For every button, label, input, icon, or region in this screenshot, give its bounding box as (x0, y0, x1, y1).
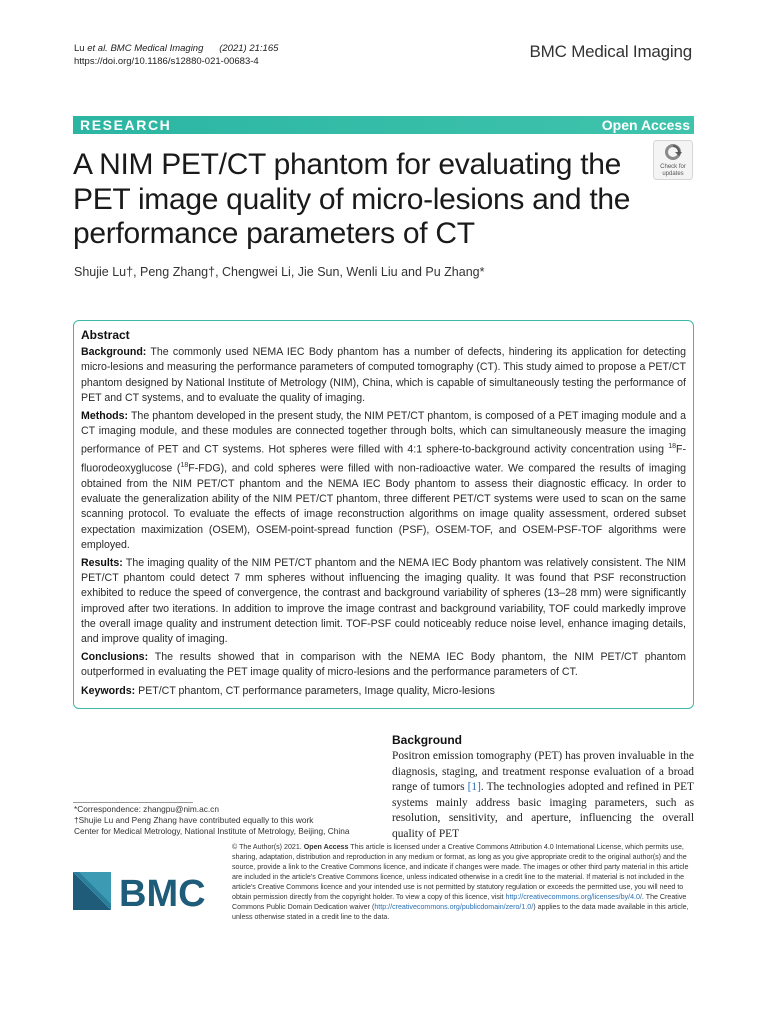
check-for-updates-icon[interactable] (653, 140, 693, 180)
abstract-background (81, 345, 686, 406)
abstract-conclusions (81, 650, 686, 680)
updates-line-1: Check for (660, 164, 686, 170)
abstract-heading: Abstract (81, 328, 130, 342)
citation-year: (2021) 21:165 (219, 43, 279, 54)
correspondence-note: *Correspondence: zhangpu@nim.ac.cn (74, 804, 219, 814)
conclusions-label: Conclusions: (81, 651, 149, 664)
bmc-logo-text: BMC (119, 873, 206, 914)
section-heading-background: Background (392, 733, 463, 747)
abstract-keywords (81, 684, 686, 699)
methods-sup-2: 18 (180, 462, 189, 470)
abstract (81, 328, 686, 702)
abstract-methods (81, 409, 686, 553)
methods-sup-1: 18 (668, 443, 676, 451)
background-label: Background: (81, 346, 147, 359)
license-prefix: © The Author(s) 2021. (232, 843, 302, 851)
abstract-results (81, 556, 686, 647)
footnotes (74, 804, 354, 838)
methods-text-1: The phantom developed in the present study, the NIM PET/CT phantom, is composed of a PET imaging module and a CT imaging module, and these modules are connected together through bolts, which can simultaneously measure the imaging performance of PET and CT systems. Hot spheres were filled with 4:1 sphere-to-background activity concentration using (81, 410, 686, 456)
keywords-text: PET/CT phantom, CT performance parameters, Image quality, Micro-lesions (138, 684, 495, 697)
journal-name: BMC Medical Imaging (529, 42, 692, 61)
equal-contribution-note: †Shujie Lu and Peng Zhang have contributed equally to this work (74, 815, 314, 826)
author-list: Shujie Lu†, Peng Zhang†, Chengwei Li, Jie Sun, Wenli Liu and Pu Zhang* (74, 265, 485, 279)
methods-label: Methods: (81, 410, 129, 423)
reference-link[interactable]: [1] (467, 781, 481, 794)
keywords-label: Keywords: (81, 684, 136, 697)
section-label: RESEARCH (80, 117, 172, 133)
background-text: The commonly used NEMA IEC Body phantom has a number of defects, hindering its application for detecting micro-lesions and measuring the performance parameters of computed tomography (CT). This study aimed to propose a PET/CT phantom designed by National Institute of Metrology (NIM), China, which is capable of simultaneously testing the performance of PET and CT systems, and to evaluate the quality of imaging. (81, 346, 686, 404)
methods-text-2: F-fluorodeoxyglucose ( (81, 443, 686, 475)
background-paragraph (392, 749, 694, 843)
license-link-by[interactable]: http://creativecommons.org/licenses/by/4.0/ (505, 893, 642, 901)
license-open-access: Open Access (303, 843, 349, 851)
citation-journal: et al. BMC Medical Imaging (87, 43, 204, 54)
body-text-1: Positron emission tomography (PET) has proven invaluable in the diagnosis, staging, and treatment response evaluation of a broad range of tumors (392, 750, 694, 794)
doi-link[interactable]: https://doi.org/10.1186/s12880-021-00683-4 (74, 56, 259, 67)
open-access-label: Open Access (601, 117, 690, 133)
license-text (232, 842, 694, 922)
body-text-2: . The technologies adopted and refined in PET systems mainly address basic imaging parameters, such as resolution, sensitivity, and aperture, influencing the overall quality of PET (392, 781, 694, 840)
results-label: Results: (81, 556, 123, 569)
footnote-rule (73, 802, 193, 803)
license-text-2: . The Creative Commons Public Domain Dedication waiver ( (232, 893, 687, 911)
license-text-3: ) applies to the data made available in this article, unless otherwise stated in a credit line to the data. (232, 903, 689, 921)
results-text: The imaging quality of the NIM PET/CT phantom and the NEMA IEC Body phantom was relatively consistent. The NIM PET/CT phantom could detect 7 mm spheres without influencing the imaging quality. It was found that PSF reconstruction exhibited to reduce the speed of convergence, the contrast and background variability of spheres (13–28 mm) were significantly improved after two iterations. In addition to improve the image contrast and background variability, TOF could markedly improve the overall image quality and instrument detection limit. TOF-PSF could noticeably reduce noise level, enhance imaging details, and improve quality of imaging. (81, 556, 686, 645)
updates-line-2: updates (662, 171, 684, 177)
article-title: A NIM PET/CT phantom for evaluating the PET image quality of micro-lesions and the performance parameters of CT (73, 148, 631, 250)
bmc-logo (73, 868, 215, 914)
citation-block (74, 42, 278, 68)
license-link-zero[interactable]: http://creativecommons.org/publicdomain/zero/1.0/ (374, 903, 534, 911)
conclusions-text: The results showed that in comparison with the NEMA IEC Body phantom, the NIM PET/CT phantom outperformed in evaluating the PET image quality of micro-lesions and the performance parameters of CT. (81, 651, 686, 679)
affiliation-note: Center for Medical Metrology, National Institute of Metrology, Beijing, China (74, 826, 350, 837)
citation-authors: Lu (74, 43, 85, 54)
license-text-1: This article is licensed under a Creative Commons Attribution 4.0 International License, which permits use, sharing, adaptation, distribution and reproduction in any medium or format, as long as you give appropriate credit to the original author(s) and the source, provide a link to the Creative Commons licence, and indicate if changes were made. The images or other third party material in this article are included in the article's Creative Commons licence, unless indicated otherwise in a credit line to the material. If material is not included in the article's Creative Commons licence and your intended use is not permitted by statutory regulation or exceeds the permitted use, you will need to obtain permission directly from the copyright holder. To view a copy of this licence, visit (232, 843, 689, 901)
methods-text-3: F-FDG), and cold spheres were filled with non-radioactive water. We compared the results of imaging obtained from the NIM PET/CT phantom and the NEMA IEC Body phantom to assess their diagnostic efficacy. In order to evaluate the generalization ability of the NIM PET/CT phantom, three different PET/CT systems were used to scan on the same scanning protocol. To evaluate the effects of image reconstruction algorithms on image quality assessment, ordered subset expectation maximization (OSEM), OSEM-point-spread function (PSF), OSEM-TOF, and OSEM-PSF-TOF algorithms were employed. (81, 462, 686, 551)
